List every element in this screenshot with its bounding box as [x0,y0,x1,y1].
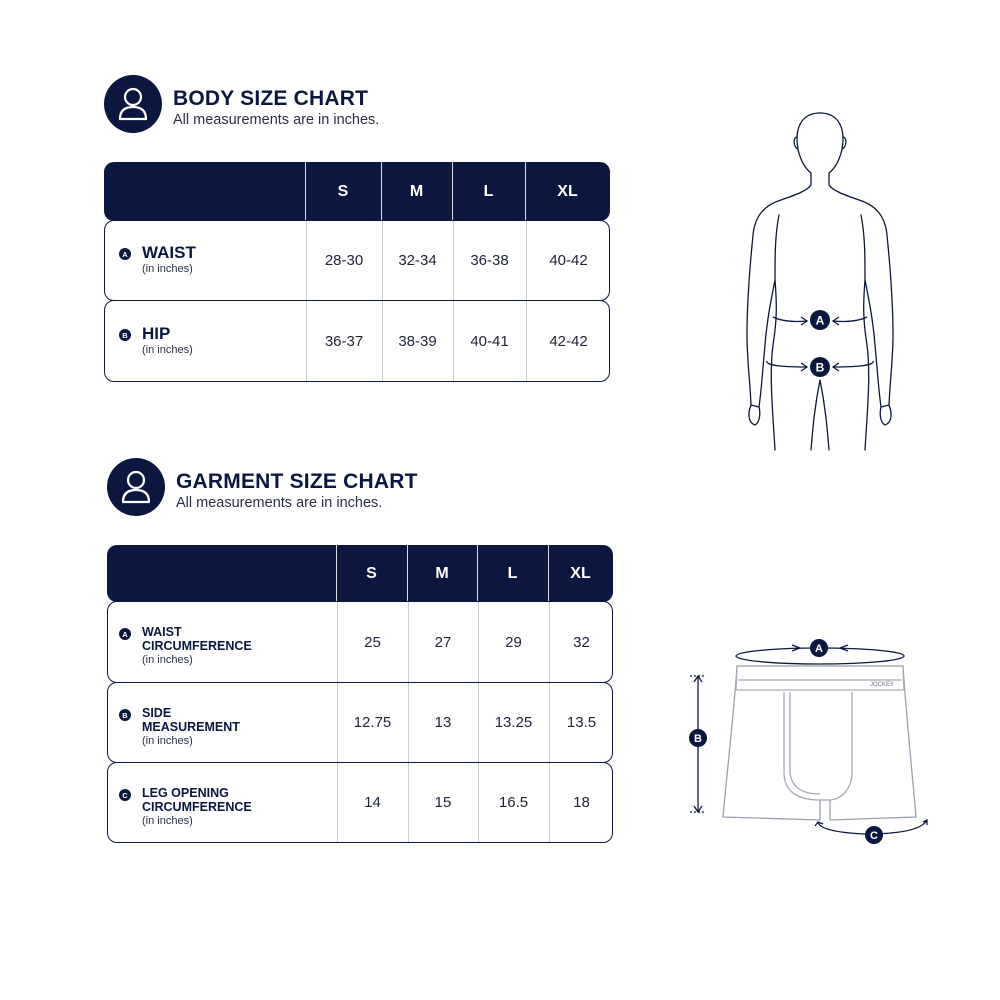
badge-b: B [119,709,131,721]
cell-value: 13 [434,714,452,731]
row-label-line1: SIDE [142,706,172,720]
cell-value: 13.5 [566,714,597,731]
size-header-m: M [435,564,449,582]
badge-c: C [119,789,131,801]
person-icon [107,458,165,516]
cell-value: 15 [434,794,452,811]
size-header-s: S [337,182,349,200]
body-chart-subtitle: All measurements are in inches. [173,112,380,128]
badge-a: A [119,248,131,260]
row-note: (in inches) [142,735,193,747]
table-row-side-measurement [107,682,613,763]
cell-value: 16.5 [498,794,529,811]
row-note: (in inches) [142,654,193,666]
body-chart-title: BODY SIZE CHART [173,87,369,110]
size-header-l: L [483,182,494,200]
garment-chart-title: GARMENT SIZE CHART [176,470,418,493]
cell-value: 32 [573,633,590,651]
row-note: (in inches) [142,815,193,827]
row-note: (in inches) [142,344,193,356]
row-label-line1: WAIST [142,625,182,639]
brand-label: JOCKEY [869,682,895,688]
marker-b-label: B [815,360,825,375]
row-label-line1: LEG OPENING [142,786,229,800]
cell-value: 25 [364,633,381,651]
cell-value: 14 [364,794,381,811]
cell-value: 18 [573,794,590,811]
table-row-waist-circumference [107,601,613,683]
body-measurement-figure [735,105,905,455]
size-header-xl: XL [570,564,591,582]
cell-value: 36-38 [470,252,509,269]
size-header-xl: XL [557,182,578,200]
human-outline-illustration [735,105,905,455]
cell-value: 40-41 [470,332,509,350]
cell-value: 40-42 [549,252,588,269]
size-header-m: M [409,182,424,200]
marker-a-label: A [815,643,823,655]
cell-value: 32-34 [398,252,437,269]
body-size-table [104,162,610,382]
cell-value: 29 [505,633,522,651]
row-label-line2: MEASUREMENT [142,720,240,734]
row-label-hip: HIP [142,324,171,343]
table-row-hip [104,300,610,382]
badge-a: A [119,628,131,640]
cell-value: 28-30 [324,252,364,269]
person-icon [104,75,162,133]
garment-chart-subtitle: All measurements are in inches. [176,495,383,511]
row-note: (in inches) [142,263,193,275]
cell-value: 13.25 [494,714,533,731]
garment-measurement-figure [680,632,940,847]
row-label-line2: CIRCUMFERENCE [142,639,252,653]
cell-value: 12.75 [353,714,392,731]
marker-b-label: B [694,733,702,745]
marker-a-label: A [815,313,825,328]
row-label-waist: WAIST [142,243,196,262]
cell-value: 42-42 [549,332,588,350]
table-row-leg-opening [107,762,613,843]
size-header-s: S [366,564,377,582]
marker-c-label: C [870,830,878,842]
cell-value: 38-39 [398,332,437,350]
cell-value: 27 [434,633,452,651]
badge-b: B [119,329,131,341]
boxer-brief-illustration [680,632,940,847]
table-row-waist [104,220,610,301]
row-label-line2: CIRCUMFERENCE [142,800,252,814]
table-header [107,545,613,602]
size-header-l: L [507,564,518,582]
cell-value: 36-37 [324,332,364,350]
garment-size-table [107,545,613,843]
table-header [104,162,610,221]
